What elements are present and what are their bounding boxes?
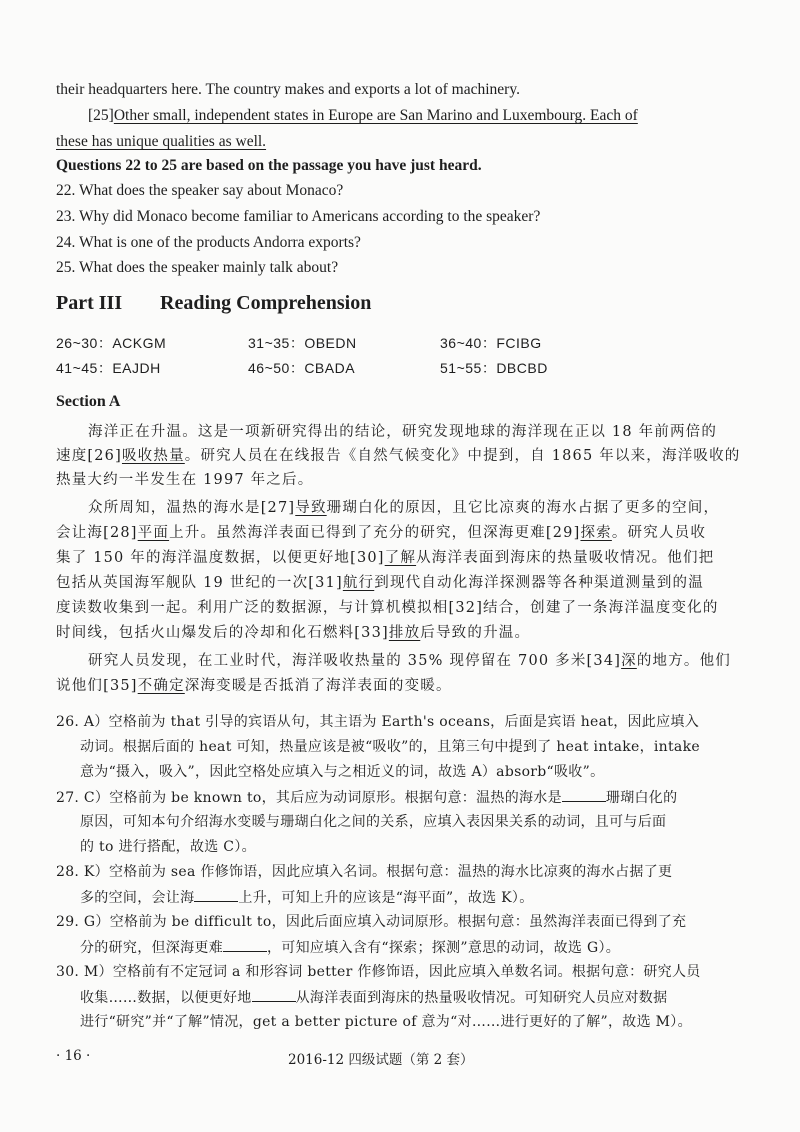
explanation-line: 进行“研究”并“了解”情况，get a better picture of 意为“对……进行更好的了解”，故选 M）。 <box>80 1014 692 1030</box>
answer-key: 31~35：OBEDN <box>248 335 357 351</box>
text-run: 后导致的升温。 <box>420 625 531 641</box>
text-run: 珊瑚白化的 <box>605 790 678 806</box>
question-item: 23. Why did Monaco become familiar to Americans according to the speaker? <box>56 208 541 225</box>
explanation-line: 28. K）空格前为 sea 作修饰语，因此应填入名词。根据句意：温热的海水比凉爽的海水占据了更 <box>56 864 673 880</box>
answer-word: 导致 <box>295 500 327 516</box>
explanation-line: 26. A）空格前为 that 引导的宾语从句，其主语为 Earth's oceans，后面是宾语 heat，因此应填入 <box>56 714 700 730</box>
text-run: 速度[26] <box>56 448 122 464</box>
explanation-line: 动词。根据后面的 heat 可知，热量应该是被“吸收”的，且第三句中提到了 heat intake，intake <box>80 739 700 755</box>
question-item: 22. What does the speaker say about Monaco? <box>56 182 344 199</box>
explanation-line: 意为“摄入，吸入”，因此空格处应填入与之相近义的词，故选 A）absorb“吸收”。 <box>80 764 605 780</box>
translation-line: 热量大约一半发生在 1997 年之后。 <box>56 472 314 488</box>
answer-word: 探索 <box>580 525 612 541</box>
answer-word: 深 <box>621 653 637 669</box>
explanation-line: 原因，可知本句介绍海水变暖与珊瑚白化之间的关系，应填入表因果关系的动词，且可与后面 <box>80 814 667 830</box>
answer-key: 36~40：FCIBG <box>440 335 542 351</box>
text-run: 从海洋表面到海床的热量吸收情况。可知研究人员应对数据 <box>295 990 668 1006</box>
underlined-sentence: Other small, independent states in Europe are San Marino and Luxembourg. Each of <box>113 107 638 124</box>
translation-line <box>56 573 704 593</box>
text-run: 集了 150 年的海洋温度数据，以便更好地[30] <box>56 550 385 566</box>
translation-line: 海洋正在升温。这是一项新研究得出的结论，研究发现地球的海洋现在正以 18 年前两倍的 <box>88 424 718 440</box>
text-run: 上升，可知上升的应该是“海平面”，故选 K）。 <box>238 890 534 906</box>
explanation-line <box>80 937 620 958</box>
translation-line <box>56 523 706 543</box>
text-run: 到现代自动化海洋探测器等各种渠道测量到的温 <box>374 575 704 591</box>
text-run: 。研究人员收 <box>611 525 707 541</box>
explanation-line: 29. G）空格前为 be difficult to，因此后面应填入动词原形。根据句意：虽然海洋表面已得到了充 <box>56 914 687 930</box>
answer-word: 了解 <box>384 550 417 566</box>
explanation-line: 的 to 进行搭配，故选 C）。 <box>80 839 256 855</box>
explanation-line: 30. M）空格前有不定冠词 a 和形容词 better 作修饰语，因此应填入单数名词。根据句意：研究人员 <box>56 964 701 980</box>
translation-line <box>56 548 714 568</box>
answer-word: 排放 <box>388 625 421 641</box>
section-title: Section A <box>56 393 121 410</box>
questions-heading: Questions 22 to 25 are based on the passage you have just heard. <box>56 157 482 174</box>
text-run: 研究人员发现，在工业时代，海洋吸收热量的 35% 现停留在 700 多米[34] <box>88 653 622 669</box>
text-run: 时间线，包括火山爆发后的冷却和化石燃料[33] <box>56 625 389 641</box>
part-title: Reading Comprehension <box>160 292 372 314</box>
answer-word: 吸收热量 <box>121 448 185 464</box>
blank-line <box>252 987 296 1002</box>
text-run: 分的研究，但深海更难 <box>80 940 223 956</box>
text-run: 众所周知，温热的海水是[27] <box>88 500 296 516</box>
text-run: ，可知应填入含有“探索；探测”意思的动词，故选 G）。 <box>267 940 621 956</box>
part-number: Part III <box>56 292 123 314</box>
blank-line <box>562 787 606 802</box>
answer-key: 51~55：DBCBD <box>440 360 548 376</box>
translation-line <box>56 446 741 466</box>
question-item: 25. What does the speaker mainly talk about? <box>56 259 339 276</box>
text-run: 。研究人员在在线报告《自然气候变化》中提到，自 1865 年以来，海洋吸收的 <box>184 448 741 464</box>
answer-key: 26~30：ACKGM <box>56 335 167 351</box>
question-item: 24. What is one of the products Andorra exports? <box>56 234 361 251</box>
answer-word: 航行 <box>342 575 375 591</box>
text-run: 珊瑚白化的原因，且它比凉爽的海水占据了更多的空间， <box>326 500 720 516</box>
answer-key: 41~45：EAJDH <box>56 360 161 376</box>
text-run: 会让海[28] <box>56 525 138 541</box>
footer-title: 2016-12 四级试题（第 2 套） <box>288 1052 474 1068</box>
text-run: 的地方。他们 <box>636 653 732 669</box>
answer-key: 46~50：CBADA <box>248 360 356 376</box>
text-run: 深海变暖是否抵消了海洋表面的变暖。 <box>184 678 452 694</box>
passage-line: their headquarters here. The country makes and exports a lot of machinery. <box>56 81 520 98</box>
text-run: 说他们[35] <box>56 678 138 694</box>
explanation-line <box>56 787 677 808</box>
translation-line <box>56 676 452 696</box>
translation-line <box>56 623 530 643</box>
passage-line <box>88 106 638 126</box>
answer-word: 平面 <box>137 525 170 541</box>
blank-line <box>194 887 238 902</box>
explanation-line <box>80 987 667 1008</box>
answer-word: 不确定 <box>137 678 185 694</box>
text-run: 收集……数据，以便更好地 <box>80 990 252 1006</box>
translation-line <box>88 498 719 518</box>
text-run: 27. C）空格前为 be known to，其后应为动词原形。根据句意：温热的海水是 <box>56 790 562 806</box>
translation-line: 度读数收集到一起。利用广泛的数据源，与计算机模拟相[32]结合，创建了一条海洋温度变化的 <box>56 600 719 616</box>
page-number: · 16 · <box>56 1048 91 1064</box>
text-run: 包括从英国海军舰队 19 世纪的一次[31] <box>56 575 343 591</box>
translation-line <box>88 651 731 671</box>
blank-line <box>223 937 267 952</box>
passage-line: these has unique qualities as well. <box>56 133 267 150</box>
text-run: 从海洋表面到海床的热量吸收情况。他们把 <box>416 550 715 566</box>
text-run: 多的空间，会让海 <box>80 890 195 906</box>
explanation-line <box>80 887 534 908</box>
question-marker: [25] <box>88 107 114 124</box>
text-run: 上升。虽然海洋表面已得到了充分的研究，但深海更难[29] <box>169 525 581 541</box>
